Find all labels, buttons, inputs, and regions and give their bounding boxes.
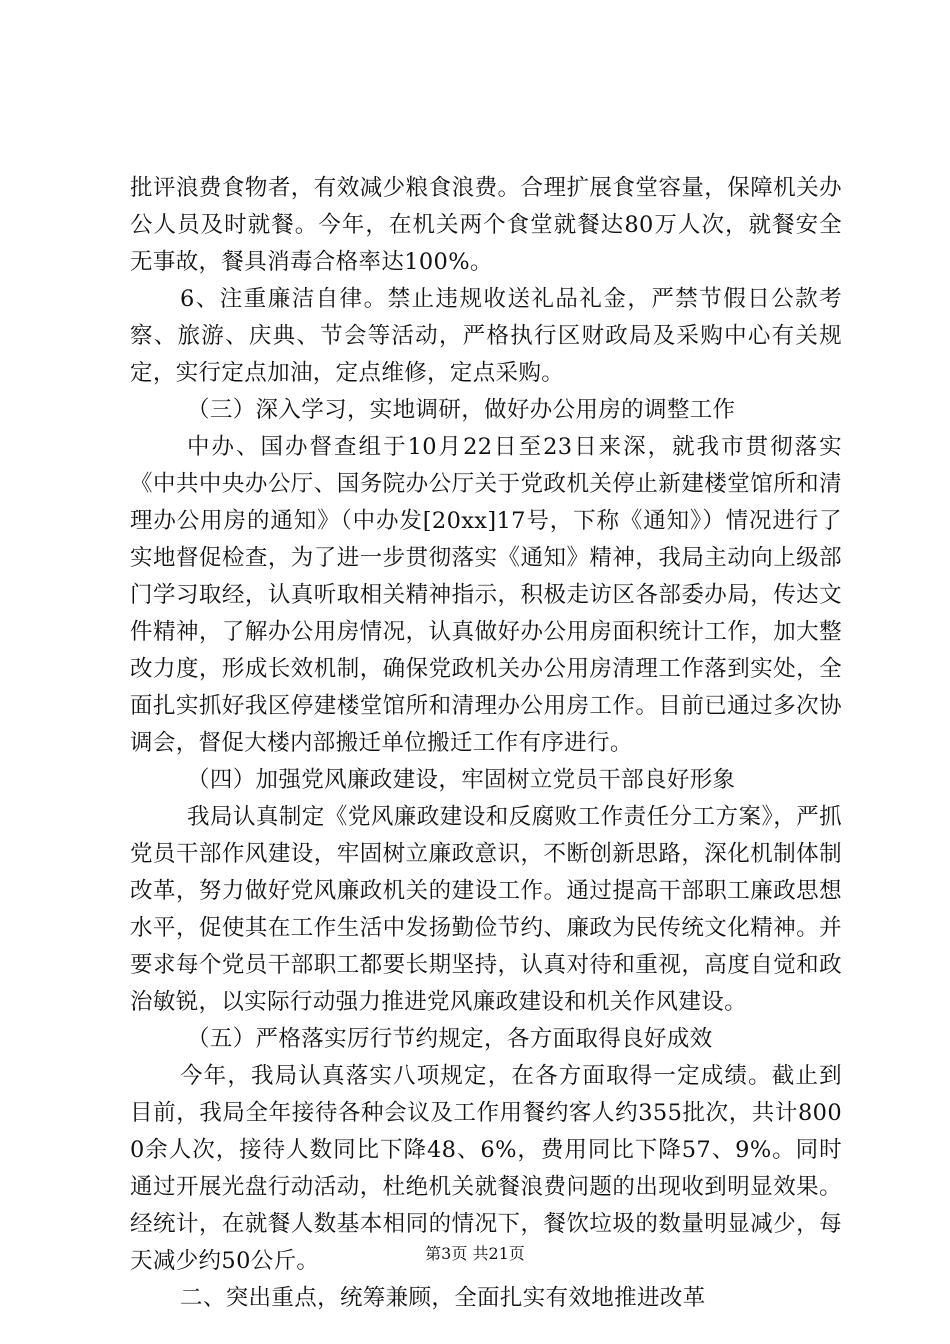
section-heading-frugality: （五）严格落实厉行节约规定，各方面取得良好成效: [187, 1026, 713, 1052]
paragraph-party-conduct: 我局认真制定《党风廉政建设和反腐败工作责任分工方案》，严抓党员干部作风建设，牢固树立廉政意识，不断创新思路，深化机制体制改革，努力做好党风廉政机关的建设工作。通过提高干部职工廉政思想水平，促使其在工作生活中发扬勤俭节约、廉政为民传统文化精神。并要求每个党员干部职工都要长期坚持，认真对待和重视，高度自觉和政治敏锐，以实际行动强力推进党风廉政建设和机关作风建设。: [130, 804, 842, 1015]
paragraph-frugality-results: 今年，我局认真落实八项规定，在各方面取得一定成绩。截止到目前，我局全年接待各种会议及工作用餐约客人约355批次，共计8000余人次，接待人数同比下降48、6%，费用同比下降57、9%。同时通过开展光盘行动活动，杜绝机关就餐浪费问题的出现收到明显效果。经统计，在就餐人数基本相同的情况下，餐饮垃圾的数量明显减少，每天减少约50公斤。: [130, 1063, 842, 1274]
paragraph-office-space-inspection: 中办、国办督查组于10月22日至23日来深，就我市贯彻落实《中共中央办公厅、国务院办公厅关于党政机关停止新建楼堂馆所和清理办公用房的通知》（中办发[20xx]17号，下称《通知》）情况进行了实地督促检查，为了进一步贯彻落实《通知》精神，我局主动向上级部门学习取经，认真听取相关精神指示，积极走访区各部委办局，传达文件精神，了解办公用房情况，认真做好办公用房面积统计工作，加大整改力度，形成长效机制，确保党政机关办公用房清理工作落到实处，全面扎实抓好我区停建楼堂馆所和清理办公用房工作。目前已通过多次协调会，督促大楼内部搬迁单位搬迁工作有序进行。: [130, 434, 842, 756]
section-heading-office-space: （三）深入学习，实地调研，做好办公用房的调整工作: [187, 397, 736, 423]
paragraph-canteen-waste: 批评浪费食物者，有效减少粮食浪费。合理扩展食堂容量，保障机关办公人员及时就餐。今年，在机关两个食堂就餐达80万人次，就餐安全无事故，餐具消毒合格率达100%。: [130, 175, 842, 275]
section-heading-party-conduct: （四）加强党风廉政建设，牢固树立党员干部良好形象: [187, 767, 736, 793]
page-footer: 第3页 共21页: [425, 1244, 525, 1263]
paragraph-integrity-self-discipline: 6、注重廉洁自律。禁止违规收送礼品礼金，严禁节假日公款考察、旅游、庆典、节会等活动，严格执行区财政局及采购中心有关规定，实行定点加油，定点维修，定点采购。: [130, 286, 842, 386]
document-body: [130, 170, 842, 1317]
section-heading-reform: 二、突出重点，统筹兼顾，全面扎实有效地推进改革: [180, 1285, 706, 1311]
